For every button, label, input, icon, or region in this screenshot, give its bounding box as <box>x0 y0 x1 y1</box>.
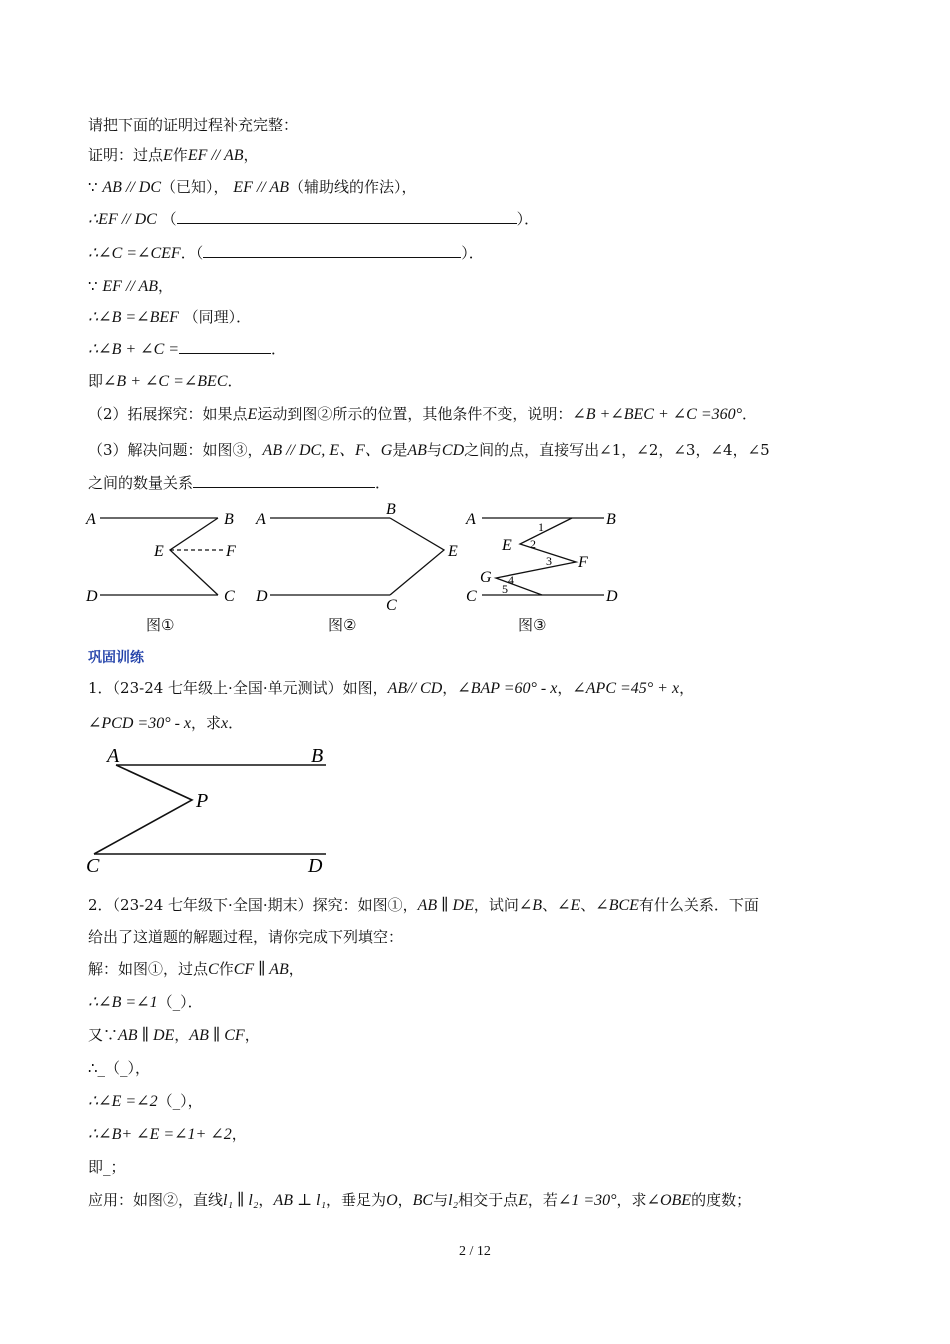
fig1-label-B: B <box>224 511 234 528</box>
part3-line-2: 之间的数量关系 ． <box>88 474 391 492</box>
proof-line-4: ∴∠C =∠CEF．（ ）． <box>88 244 484 262</box>
q2-line-2: 给出了这道题的解题过程，请你完成下列填空： <box>88 928 404 946</box>
part2-line: （2）拓展探究：如果点E运动到图②所示的位置，其他条件不变，说明：∠B +∠BEC + ∠C =360°． <box>88 405 758 423</box>
section-title: 巩固训练 <box>88 650 144 666</box>
q2-line-7: ∴∠E =∠2（_）， <box>88 1092 203 1110</box>
q2-line-6: ∴_（_）， <box>88 1059 151 1077</box>
fig2-label-A: A <box>256 511 266 528</box>
fig2-label-D: D <box>256 588 268 605</box>
fig1-label-A: A <box>86 511 96 528</box>
blank-reason-1[interactable] <box>177 209 517 224</box>
fig3-label-C: C <box>466 588 477 605</box>
q1-label-A: A <box>107 745 120 767</box>
fig3-label-E: E <box>502 537 512 554</box>
q1-line-2: ∠PCD =30° - x，求x． <box>88 714 244 732</box>
fig1-label-C: C <box>224 588 235 605</box>
figures-row <box>80 500 640 610</box>
instruction-line: 请把下面的证明过程补充完整： <box>88 116 299 134</box>
blank-reason-2[interactable] <box>203 243 461 258</box>
q1-label-P: P <box>196 790 209 812</box>
q2-line-5: 又∵AB ∥ DE，AB ∥ CF， <box>88 1026 260 1044</box>
fig3-angle-5: 5 <box>502 582 508 596</box>
q2-line-3: 解：如图①，过点C作CF ∥ AB， <box>88 960 304 978</box>
fig3-label-F: F <box>578 554 588 571</box>
proof-line-1: 证明：过点E作EF // AB， <box>88 146 259 164</box>
fig2-label-C: C <box>386 597 397 610</box>
fig1-caption: 图① <box>146 616 175 634</box>
fig2-caption: 图② <box>328 616 357 634</box>
q1-label-C: C <box>86 855 100 877</box>
fig3-caption: 图③ <box>518 616 547 634</box>
fig3-label-B: B <box>606 511 616 528</box>
fig3-label-A: A <box>466 511 476 528</box>
q1-line-1: 1．（23-24 七年级上·全国·单元测试）如图，AB// CD，∠BAP =60° - x，∠APC =45° + x， <box>88 679 695 697</box>
q2-line-9: 即_； <box>88 1158 126 1176</box>
proof-line-2: ∵ AB // DC（已知）， EF // AB（辅助线的作法）， <box>88 178 417 196</box>
q2-line-1: 2．（23-24 七年级下·全国·期末）探究：如图①，AB ∥ DE，试问∠B、∠E、∠BCE有什么关系．下面 <box>88 896 759 914</box>
figure-2 <box>270 518 444 595</box>
proof-line-5: ∵ EF // AB， <box>88 277 174 295</box>
fig1-label-D: D <box>86 588 98 605</box>
proof-line-7: ∴∠B + ∠C = ． <box>88 340 287 358</box>
q2-line-10: 应用：如图②，直线l₁ ∥ l₂，AB ⊥ l₁，垂足为O，BC与l₂相交于点E，若∠1 =30°，求∠OBE的度数； <box>88 1191 752 1209</box>
fig3-label-D: D <box>606 588 618 605</box>
page-number: 2 / 12 <box>459 1244 491 1259</box>
q2-line-8: ∴∠B+ ∠E =∠1+ ∠2， <box>88 1125 247 1143</box>
q1-figure <box>80 738 340 878</box>
proof-line-3: ∴EF // DC （ ）． <box>88 210 540 228</box>
q1-label-B: B <box>311 745 324 767</box>
fig3-angle-3: 3 <box>546 554 552 568</box>
q2-line-4: ∴∠B =∠1（_）． <box>88 993 203 1011</box>
fig3-angle-4: 4 <box>508 573 514 587</box>
fig2-label-B: B <box>386 501 396 518</box>
fig3-angle-1: 1 <box>538 520 544 534</box>
part3-line: （3）解决问题：如图③，AB // DC, E、F、G是AB与CD之间的点，直接写出∠1，∠2，∠3，∠4，∠5 <box>88 441 770 459</box>
blank-sum[interactable] <box>179 339 271 354</box>
q1-label-D: D <box>308 855 323 877</box>
proof-line-6: ∴∠B =∠BEF （同理）． <box>88 308 252 326</box>
blank-relation[interactable] <box>193 473 375 488</box>
fig3-label-G: G <box>480 569 492 586</box>
fig2-label-E: E <box>448 543 458 560</box>
fig1-label-E: E <box>154 543 164 560</box>
proof-line-8: 即∠B + ∠C =∠BEC． <box>88 372 243 390</box>
fig3-angle-2: 2 <box>530 537 536 551</box>
fig1-label-F: F <box>226 543 236 560</box>
